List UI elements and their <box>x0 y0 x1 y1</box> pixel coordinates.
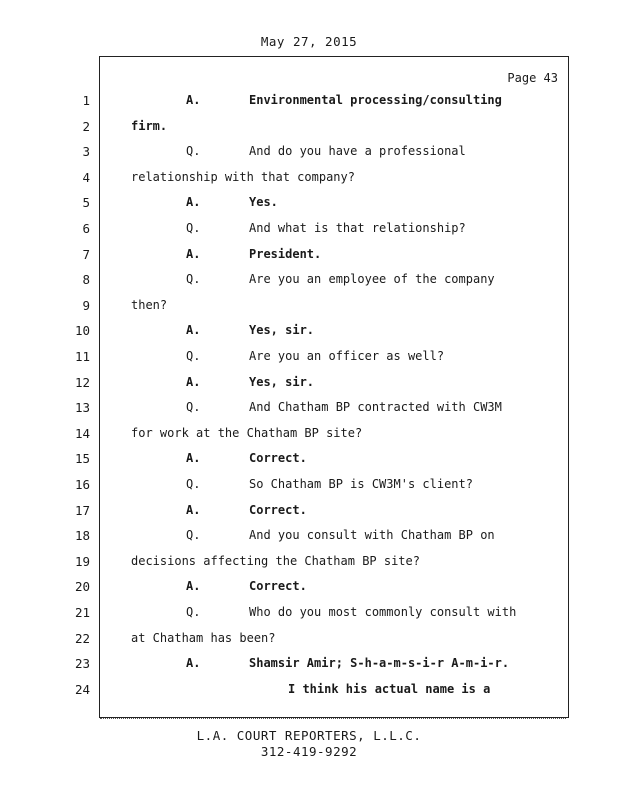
line-number: 6 <box>82 221 90 236</box>
speaker-label: Q. <box>186 528 201 543</box>
footer-phone: 312-419-9292 <box>260 744 358 759</box>
line-text: Yes, sir. <box>249 374 315 389</box>
line-text: decisions affecting the Chatham BP site? <box>131 553 420 568</box>
transcript-line <box>0 119 618 137</box>
transcript-line <box>0 528 618 546</box>
transcript-line <box>0 503 618 521</box>
transcript-line <box>0 195 618 213</box>
line-number: 2 <box>82 118 90 134</box>
transcript-line <box>0 349 618 367</box>
line-number: 5 <box>82 195 90 211</box>
line-number: 22 <box>74 630 90 646</box>
line-text: President. <box>249 246 322 261</box>
line-text: And what is that relationship? <box>249 221 466 235</box>
line-number: 13 <box>74 400 90 416</box>
footer-divider <box>100 718 566 719</box>
line-number: 3 <box>82 144 90 160</box>
line-text: Correct. <box>249 451 307 466</box>
line-number: 15 <box>74 451 90 467</box>
speaker-label: A. <box>186 656 201 671</box>
line-text: So Chatham BP is CW3M's client? <box>249 477 473 491</box>
speaker-label: A. <box>186 502 201 517</box>
speaker-label: A. <box>186 579 201 594</box>
line-number: 12 <box>74 374 90 390</box>
transcript-line <box>0 682 618 700</box>
line-number: 14 <box>74 425 90 441</box>
speaker-label: A. <box>186 374 201 389</box>
transcript-line <box>0 170 618 188</box>
transcript-line <box>0 631 618 649</box>
line-number: 17 <box>74 502 90 518</box>
line-text: And do you have a professional <box>249 144 466 159</box>
transcript-line <box>0 375 618 393</box>
transcript-line <box>0 93 618 111</box>
speaker-label: A. <box>186 323 201 338</box>
transcript-line <box>0 247 618 265</box>
transcript-line <box>0 579 618 597</box>
line-number: 10 <box>74 323 90 339</box>
line-text: Correct. <box>249 502 307 517</box>
speaker-label: Q. <box>186 605 201 619</box>
speaker-label: A. <box>186 451 201 466</box>
footer-company: L.A. COURT REPORTERS, L.L.C. <box>196 728 422 743</box>
transcript-line <box>0 656 618 674</box>
line-text: Environmental processing/consulting <box>249 93 502 107</box>
line-text: at Chatham has been? <box>131 630 276 645</box>
line-text: firm. <box>131 118 168 133</box>
line-text: Shamsir Amir; S-h-a-m-s-i-r A-m-i-r. <box>249 656 510 671</box>
speaker-label: Q. <box>186 144 201 159</box>
speaker-label: Q. <box>186 272 201 287</box>
line-text: I think his actual name is a <box>288 681 491 696</box>
line-number: 9 <box>82 297 90 313</box>
transcript-line <box>0 605 618 623</box>
transcript-line <box>0 477 618 495</box>
transcript-line <box>0 221 618 239</box>
speaker-label: A. <box>186 195 201 210</box>
line-text: Are you an employee of the company <box>249 272 495 287</box>
speaker-label: Q. <box>186 349 201 363</box>
line-number: 16 <box>74 477 90 492</box>
transcript-line <box>0 451 618 469</box>
speaker-label: Q. <box>186 221 201 235</box>
line-text: Who do you most commonly consult with <box>249 605 517 619</box>
transcript-line <box>0 144 618 162</box>
speaker-label: Q. <box>186 477 201 491</box>
transcript-line <box>0 554 618 572</box>
line-number: 7 <box>82 246 90 262</box>
line-number: 24 <box>74 681 90 697</box>
transcript-line <box>0 426 618 444</box>
line-text: Are you an officer as well? <box>249 349 445 363</box>
line-number: 18 <box>74 528 90 544</box>
transcript-date: May 27, 2015 <box>260 34 358 49</box>
line-text: then? <box>131 297 168 312</box>
line-number: 4 <box>82 169 90 185</box>
line-text: relationship with that company? <box>131 169 355 184</box>
line-number: 11 <box>74 349 90 364</box>
line-number: 20 <box>74 579 90 595</box>
line-number: 21 <box>74 605 90 620</box>
line-text: And Chatham BP contracted with CW3M <box>249 400 502 415</box>
transcript-line <box>0 298 618 316</box>
transcript-line <box>0 323 618 341</box>
line-text: Yes, sir. <box>249 323 315 338</box>
transcript-line <box>0 400 618 418</box>
line-text: And you consult with Chatham BP on <box>249 528 495 543</box>
speaker-label: Q. <box>186 400 201 415</box>
line-number: 8 <box>82 272 90 288</box>
speaker-label: A. <box>186 93 201 107</box>
transcript-line <box>0 272 618 290</box>
speaker-label: A. <box>186 246 201 261</box>
line-text: Yes. <box>249 195 278 210</box>
line-number: 1 <box>82 93 90 108</box>
line-text: for work at the Chatham BP site? <box>131 425 363 440</box>
line-number: 19 <box>74 553 90 569</box>
line-number: 23 <box>74 656 90 672</box>
page-number: Page 43 <box>507 71 558 85</box>
line-text: Correct. <box>249 579 307 594</box>
